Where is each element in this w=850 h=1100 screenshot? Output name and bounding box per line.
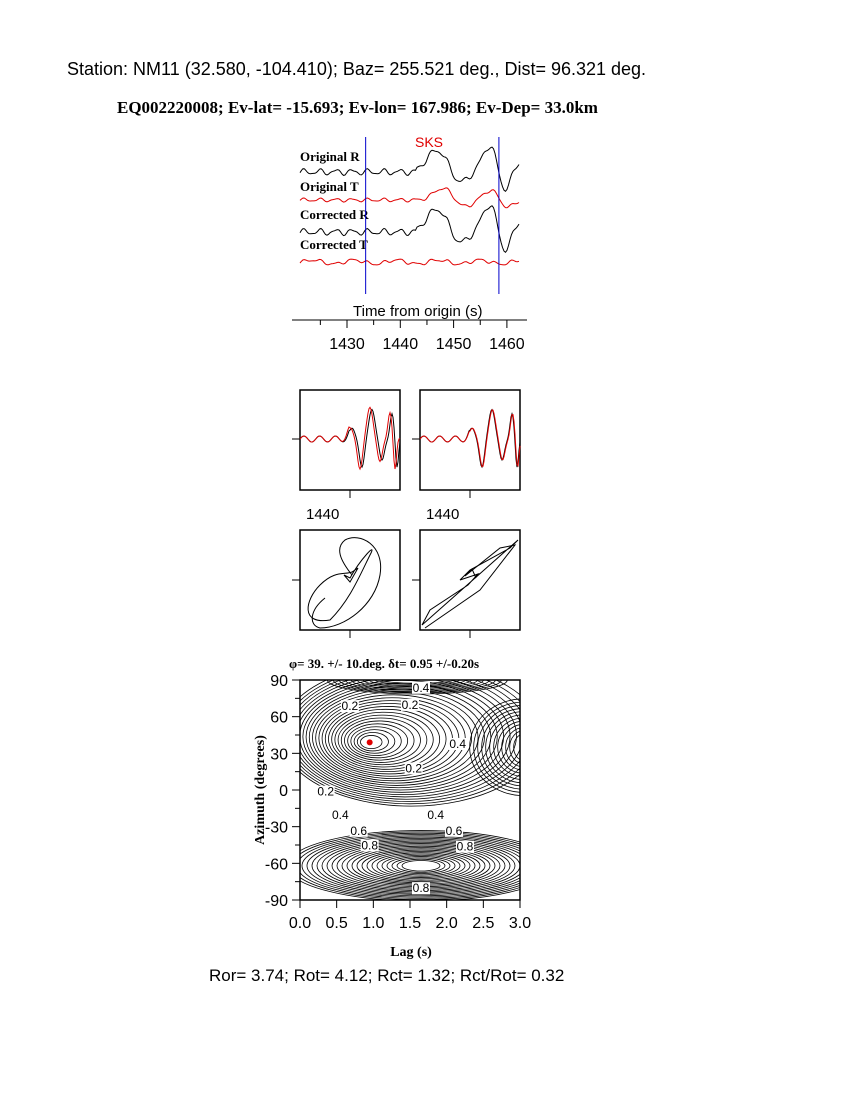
phase-label: SKS <box>415 134 444 150</box>
y-tick-label: -90 <box>264 893 288 910</box>
x-axis-label: Lag (s) <box>390 945 432 960</box>
contour-label: 0.6 <box>350 823 368 838</box>
y-tick-label: 90 <box>270 673 288 690</box>
time-axis-label: Time from origin (s) <box>353 303 483 320</box>
trace-label-original-r: Original R <box>300 149 360 164</box>
contour-label: 0.4 <box>449 737 467 751</box>
contour-label: 0.4 <box>331 807 349 822</box>
panel-tick-label-left: 1440 <box>306 506 340 523</box>
x-tick-label: 2.0 <box>435 915 458 932</box>
contour-label: 0.8 <box>456 839 474 854</box>
contour-label: 0.4 <box>427 807 445 822</box>
time-axis-ticks <box>320 320 524 353</box>
y-tick-label: -60 <box>264 856 288 874</box>
contour-label: 0.4 <box>412 680 430 695</box>
x-tick-label: 3.0 <box>508 915 532 932</box>
y-axis-label: Azimuth (degrees) <box>253 735 268 845</box>
contour-lines <box>280 663 577 901</box>
trace-label-corrected-r: Corrected R <box>300 207 369 222</box>
contour-label: 0.2 <box>317 784 335 799</box>
particle-motion-after <box>412 530 520 638</box>
y-tick-label: 30 <box>270 746 288 764</box>
x-tick-label: 0.5 <box>325 915 348 932</box>
station-header: Station: NM11 (32.580, -104.410); Baz= 255.521 deg., Dist= 96.321 deg. <box>67 59 647 79</box>
grid-search-plot <box>253 656 578 960</box>
trace-label-corrected-t: Corrected T <box>300 237 368 252</box>
waveform-panel-right <box>412 390 520 498</box>
panel-tick-label-right: 1440 <box>426 506 460 523</box>
time-tick-label: 1460 <box>489 336 525 353</box>
contour-label: 0.6 <box>445 823 463 838</box>
grid-axis-ticks <box>265 673 531 932</box>
grid-search-title: φ= 39. +/- 10.deg. δt= 0.95 +/-0.20s <box>289 656 480 671</box>
contour-label: 0.8 <box>361 838 379 853</box>
waveform-right-fast <box>420 410 520 468</box>
waveform-right-slow <box>420 410 520 467</box>
time-tick-label: 1440 <box>382 336 419 353</box>
y-tick-label: -30 <box>264 819 288 837</box>
trace-panel <box>292 134 527 353</box>
waveform-panel-left <box>292 390 400 498</box>
ratio-summary: Ror= 3.74; Rot= 4.12; Rct= 1.32; Rct/Rot= 0.32 <box>209 966 565 985</box>
best-fit-marker <box>367 739 373 745</box>
trace-corrected-t <box>300 259 519 265</box>
trace-label-original-t: Original T <box>300 179 359 194</box>
y-tick-label: 0 <box>279 783 288 800</box>
time-tick-label: 1430 <box>329 336 365 353</box>
x-tick-label: 2.5 <box>472 915 495 932</box>
time-tick-label: 1450 <box>435 336 472 353</box>
x-tick-label: 1.0 <box>362 915 385 932</box>
contour-label: 0.2 <box>405 761 423 776</box>
contour-label: 0.2 <box>401 697 419 712</box>
x-tick-label: 0.0 <box>288 915 312 932</box>
waveform-left-slow <box>300 407 400 469</box>
event-header: EQ002220008; Ev-lat= -15.693; Ev-lon= 167.986; Ev-Dep= 33.0km <box>117 98 598 117</box>
y-tick-label: 60 <box>270 709 288 727</box>
particle-motion-before <box>292 530 400 638</box>
contour-label: 0.8 <box>412 881 430 896</box>
x-tick-label: 1.5 <box>398 915 422 932</box>
contour-label: 0.2 <box>341 699 359 714</box>
waveform-left-fast <box>300 410 400 468</box>
